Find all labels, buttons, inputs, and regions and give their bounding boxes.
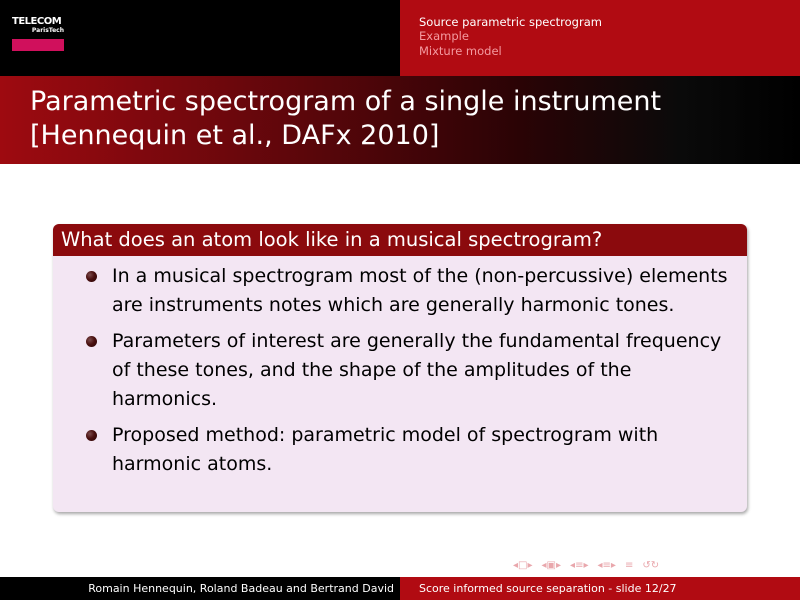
slide-title: Parametric spectrogram of a single instrument [Hennequin et al., DAFx 2010] [30, 86, 662, 151]
bullet-text: Proposed method: parametric model of spectrogram with harmonic atoms. [112, 424, 659, 475]
nav-next-subsection-icon[interactable]: ▸ [583, 560, 589, 571]
nav-forward-icon[interactable]: ↻ [650, 560, 660, 571]
subsection-example[interactable]: Example [419, 29, 469, 44]
logo-accent-bar [12, 39, 64, 51]
footer-authors: Romain Hennequin, Roland Badeau and Bertrand David [88, 582, 394, 595]
bullet-item [53, 327, 747, 414]
footer-talk-title: Score informed source separation - slide 12/27 [419, 582, 677, 595]
footer-left-panel [0, 577, 400, 600]
nav-next-section-icon[interactable]: ▸ [610, 560, 616, 571]
bullet-icon [86, 430, 97, 441]
header-left-panel [0, 0, 400, 76]
nav-section-icon[interactable]: ≡ [602, 560, 611, 571]
bullet-text: Parameters of interest are generally the fundamental frequency of these tones, and the shape of the amplitudes of the harmonics. [112, 330, 722, 410]
bullet-text: In a musical spectrogram most of the (non-percussive) elements are instruments notes which are generally harmonic tones. [112, 265, 728, 316]
nav-slide-icon[interactable]: ▣ [546, 560, 556, 571]
telecom-paristech-logo [12, 17, 66, 65]
bullet-icon [86, 271, 97, 282]
nav-subsection-icon[interactable]: ≡ [575, 560, 584, 571]
beamer-navigation-symbols [513, 558, 659, 574]
logo-line1: TELECOM [12, 16, 62, 27]
title-bar [0, 76, 800, 164]
block-body [53, 256, 747, 479]
bullet-item [53, 421, 747, 479]
logo-line2: ParisTech [31, 27, 64, 34]
nav-prev-frame-icon[interactable]: ◂ [513, 560, 519, 571]
nav-prev-section-icon[interactable]: ◂ [597, 560, 603, 571]
header [0, 0, 800, 76]
bullet-item [53, 262, 747, 320]
nav-next-frame-icon[interactable]: ▸ [527, 560, 533, 571]
nav-prev-subsection-icon[interactable]: ◂ [570, 560, 576, 571]
nav-prev-slide-icon[interactable]: ◂ [541, 560, 547, 571]
subsection-mixture-model[interactable]: Mixture model [419, 43, 502, 58]
nav-document-icon[interactable]: ≡ [624, 560, 634, 571]
block-title: What does an atom look like in a musical spectrogram? [53, 224, 747, 256]
subsection-navigation [419, 15, 602, 58]
footer-right-panel [400, 577, 800, 600]
subsection-source-parametric-spectrogram[interactable]: Source parametric spectrogram [419, 15, 602, 29]
bullet-icon [86, 336, 97, 347]
nav-frame-icon[interactable]: □ [518, 560, 528, 571]
footer [0, 577, 800, 600]
nav-back-icon[interactable]: ↺ [642, 560, 651, 571]
nav-next-slide-icon[interactable]: ▸ [556, 560, 562, 571]
content-block [53, 224, 747, 512]
